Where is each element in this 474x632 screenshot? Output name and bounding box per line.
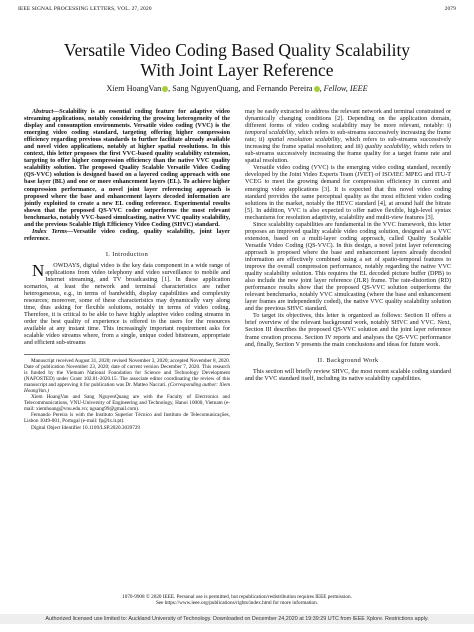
- author-line: [0, 84, 474, 93]
- title-line-2: With Joint Layer Reference: [140, 60, 334, 80]
- index-terms: [24, 229, 230, 243]
- abstract: [24, 109, 230, 229]
- authorized-use-bar: Authorized licensed use limited to: Auckland University of Technology. Downloaded on December 24,2020 at 19:39:29 UTC from IEEE Xplore. Restrictions apply.: [0, 614, 474, 624]
- section-heading-background: II. Background Work: [317, 356, 379, 364]
- intro-paragraph-1: [24, 260, 230, 348]
- intro-p1-text: OWDAYS, digital video is the key data component in a wide range of applications from video telephony and video surveillance to mobile and Internet streaming, and TV broadcasting [1]. In these application scenarios, at least the network and terminal characteristics are rather heterogeneous, e.g., in terms of bandwidth, display capabilities and complexity resources; moreover, some of these characteristics may dynamically vary along time, thus asking for flexible solutions, notably in terms of video coding. Therefore, it is critical to be able to have highly adaptive video coding streams in order the best quality of experience is offered to the users for the resources available at any instant time. This increasingly important requirement asks for scalable video streams where, from a single, unique coded bitstream, appropriate and efficient sub-streams: [24, 262, 230, 347]
- paper-title: [0, 40, 474, 80]
- r1-d: , which refers to sub-streams successively increasing the frame quality for a target frame rate and spatial resolution.: [245, 144, 451, 165]
- r1-em-quality: quality scalability: [364, 144, 410, 151]
- section-heading-intro: I. Introduction: [105, 250, 149, 258]
- index-terms-lead: Index Terms: [32, 228, 67, 235]
- author-fellow: , Fellow, IEEE: [319, 84, 368, 93]
- author-2-3: , Sang NguyenQuang, and Fernando Pereira: [168, 84, 313, 93]
- intro-paragraph-4: To target its objectives, this letter is organized as follows: Section II offers a brief overview of the relevant background work, notably SHVC and VVC. Next, Section III describes the proposed QS-VVC solution and the joint layer reference frame creation process. Section IV reports and analyses the QS-VVC performance and, finally, Section V presents the main conclusions and ideas for future work.: [245, 313, 451, 348]
- page-number: 2079: [444, 6, 456, 12]
- r1-em-temporal: temporal scalability: [245, 130, 295, 137]
- intro-paragraph-2: Versatile video coding (VVC) is the emerging video coding standard, recently developed by the Joint Video Experts Team (JVET) of ISO/IEC MPEG and ITU-T VCEG to meet the growing demand for compression efficiency in current and emerging video applications [3]. It is expected that this novel video coding standard provides the same perceptual quality as the most efficient video coding solutions in the market, notably the HEVC standard [4], at around half the bitrate [5]. In addition, VVC is also expected to offer native flexible, high-level syntax mechanisms for resolution adaptivity, scalability and multi-view features [3].: [245, 165, 451, 221]
- r1-c: , which refers to sub-streams successively increasing the frame spatial resolution; and iii): [245, 137, 451, 151]
- background-paragraph-1: This section will briefly review SHVC, the most recent scalable coding standard and the VVC standard itself, including its native scalability capabilities.: [245, 368, 451, 382]
- footnote-corresponding: (Corresponding author: Xiem HoangVan.): [24, 381, 230, 394]
- index-terms-body: —Versatile video coding, quality scalability, joint layer reference.: [24, 228, 230, 242]
- intro-paragraph-3: Since scalability capabilities are fundamental in the VVC framework, this letter proposes an improved quality scalable video coding solution, designed as a VVC extension, based on a multi-layer coding approach, called Quality Scalable Versatile Video Coding (QS-VVC). In this design, a novel joint layer referencing approach is proposed where the base and enhancement layers already decoded information are effectively combined using a set of spatio-temporal features to improve the overall compression performance, notably regarding the native VVC quality scalability solution. This requires the EL decoded picture buffer (DPB) to also include the new joint layer reference (JLR) frame. The rate-distortion (RD) performance results show that the proposed QS-VVC solution outperforms the relevant benchmarks, notably VVC simulcasting (where the base and enhancement layer frames are independently coded), the native VVC quality scalability solution and the previous SHVC standard.: [245, 221, 451, 313]
- copyright-line-1: 1070-9908 © 2020 IEEE. Personal use is permitted, but republication/redistribution requires IEEE permission.: [122, 594, 352, 600]
- author-1: Xiem HoangVan: [106, 84, 162, 93]
- footnote-doi: Digital Object Identifier 10.1109/LSP.2020.3039729: [31, 424, 141, 431]
- intro-paragraph-1-cont: [245, 109, 451, 165]
- footnote-manuscript: [24, 358, 230, 395]
- drop-cap: N: [32, 260, 45, 280]
- left-column: [24, 109, 230, 431]
- footnote-affiliation-1: Xiem HoangVan and Sang NguyenQuang are with the Faculty of Electronics and Telecommunications, VNU-University of Engineering and Technology, Hanoi 10000, Vietnam (e-mail: xiemhoang@vnu.edu.vn; ngsang99@gmail.com).: [24, 394, 230, 413]
- abstract-body: —Scalability is an essential coding feature for adaptive video streaming applications, notably considering the growing heterogeneity of the display and consumption environments. Versatile video coding (VVC) is the emerging video coding standard, targeting offering higher compression efficiency regarding previous standards to further facilitate already available and novel video applications, notably at higher spatial resolutions. In this context, this letter proposes the first VVC-based quality scalability extension, targeting to offer higher compression efficiency than the native VVC quality scalability solution. The proposed Quality Scalable Versatile Video Coding (QS-VVC) solution is designed based on a layered coding approach with one base layer (BL) and one or more enhancement layers (EL). To achieve higher compression performance, a novel joint layer referencing approach is proposed where the base and enhancement layers decoded information are jointly exploited to create a new EL coding reference. Experimental results shown that the proposed QS-VVC coder outperforms the most relevant benchmarks, notably VVC-based simulcasting, native VVC quality scalability, and the previous Scalable High Efficiency Video Coding (SHVC) standard.: [24, 109, 230, 228]
- journal-name: IEEE SIGNAL PROCESSING LETTERS, VOL. 27, 2020: [18, 6, 152, 12]
- copyright-notice: [24, 594, 450, 607]
- r1-b: , which refers to sub-streams successively increasing the frame rate; ii): [245, 130, 452, 144]
- right-column: [245, 109, 451, 383]
- r1-em-spatial: spatial resolution scalability: [267, 137, 341, 144]
- r1-a: may be easily extracted to address the relevant network and terminal constrained or dynamically changing conditions [2]. Depending on the application domain, different forms of video coding scalability may be more relevant, notably: i): [245, 109, 451, 130]
- running-header: [18, 6, 456, 12]
- footnote-manuscript-text: Manuscript received August 31, 2020; revised November 3, 2020; accepted November 8, 2020. Date of publication November 23, 2020; date of current version December 7, 2020. This research is funded by the Vietnam National Foundation for Science and Technology Development (NAFOSTED) under Grant 102.01-2020.15. The associate editor coordinating the review of this manuscript and approving it for publication was Dr. Matteo Naccari.: [24, 357, 230, 388]
- footnote-affiliation-2: Fernando Pereira is with the Instituto Superior Técnico and Instituto de Telecomunicações, Lisbon 1049-001, Portugal (e-mail: fp@lx.it.pt).: [24, 412, 230, 425]
- footnotes: [24, 354, 230, 431]
- copyright-line-2: See https://www.ieee.org/publications/rights/index.html for more information.: [155, 600, 319, 607]
- abstract-lead: Abstract: [32, 109, 54, 115]
- title-line-1: Versatile Video Coding Based Quality Scalability: [63, 40, 411, 60]
